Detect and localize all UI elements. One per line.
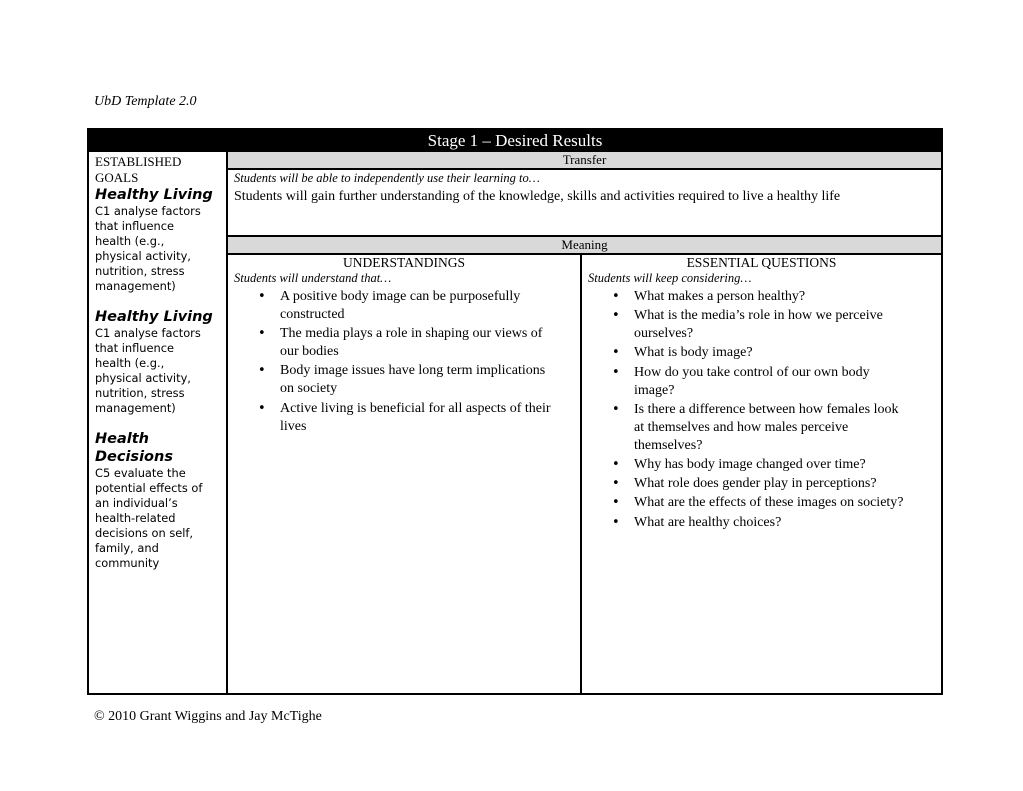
goal-heading: Healthy Living xyxy=(95,309,213,325)
goal-text: C1 analyse factors xyxy=(95,204,201,218)
list-item: • Is there a difference between how females look at themselves and how males perceive themselves? xyxy=(634,401,935,455)
established-goals-column xyxy=(89,152,228,693)
goal-text: potential effects of xyxy=(95,481,203,495)
questions-list xyxy=(588,288,935,532)
list-item: • What is the media’s role in how we perceive ourselves? xyxy=(634,307,935,343)
list-item: • Body image issues have long term implications on society xyxy=(280,362,574,398)
list-item: • How do you take control of our own body image? xyxy=(634,364,935,400)
meaning-band: Meaning xyxy=(228,235,941,255)
understandings-column xyxy=(228,255,582,693)
questions-prompt: Students will keep considering… xyxy=(588,271,752,285)
questions-heading: ESSENTIAL QUESTIONS xyxy=(686,255,837,270)
goal-text: management) xyxy=(95,401,176,415)
goal-text: that influence xyxy=(95,341,175,355)
list-item: • What makes a person healthy? xyxy=(634,288,935,306)
template-header: UbD Template 2.0 xyxy=(94,94,197,109)
goal-heading: Decisions xyxy=(95,449,173,465)
transfer-prompt: Students will be able to independently use their learning to… xyxy=(234,171,540,185)
goal-text: that influence xyxy=(95,219,175,233)
understandings-heading: UNDERSTANDINGS xyxy=(343,255,465,270)
goal-text: nutrition, stress xyxy=(95,386,185,400)
goal-text: physical activity, xyxy=(95,249,191,263)
understandings-prompt: Students will understand that… xyxy=(234,271,392,285)
goal-text: family, and xyxy=(95,541,159,555)
goal-text: C5 evaluate the xyxy=(95,466,186,480)
list-item: • What is body image? xyxy=(634,344,935,362)
goals-label: GOALS xyxy=(95,170,139,185)
copyright-footer: © 2010 Grant Wiggins and Jay McTighe xyxy=(94,709,322,724)
list-item: • What are healthy choices? xyxy=(634,514,935,532)
goal-text: an individual’s xyxy=(95,496,178,510)
list-item: • A positive body image can be purposefully constructed xyxy=(280,288,574,324)
list-item: • What are the effects of these images on society? xyxy=(634,494,935,512)
goals-label: ESTABLISHED xyxy=(95,154,182,169)
list-item: • The media plays a role in shaping our views of our bodies xyxy=(280,325,574,361)
goal-text: community xyxy=(95,556,160,570)
list-item: • Active living is beneficial for all aspects of their lives xyxy=(280,400,574,436)
goal-text: health-related xyxy=(95,511,176,525)
essential-questions-column xyxy=(582,255,941,693)
goal-text: health (e.g., xyxy=(95,356,165,370)
list-item: • What role does gender play in perceptions? xyxy=(634,475,935,493)
transfer-band: Transfer xyxy=(228,152,941,170)
goal-text: decisions on self, xyxy=(95,526,194,540)
stage1-table xyxy=(87,128,943,695)
goal-text: health (e.g., xyxy=(95,234,165,248)
goal-text: management) xyxy=(95,279,176,293)
understandings-list xyxy=(234,288,574,436)
transfer-statement: Students will gain further understanding of the knowledge, skills and activities required to live a healthy life xyxy=(234,189,841,204)
goal-text: nutrition, stress xyxy=(95,264,185,278)
stage-title: Stage 1 – Desired Results xyxy=(89,130,941,152)
list-item: • Why has body image changed over time? xyxy=(634,456,935,474)
goal-text: C1 analyse factors xyxy=(95,326,201,340)
results-area xyxy=(228,152,941,693)
transfer-cell xyxy=(228,170,941,235)
goal-heading: Healthy Living xyxy=(95,187,213,203)
goal-text: physical activity, xyxy=(95,371,191,385)
goal-heading: Health xyxy=(95,431,149,447)
